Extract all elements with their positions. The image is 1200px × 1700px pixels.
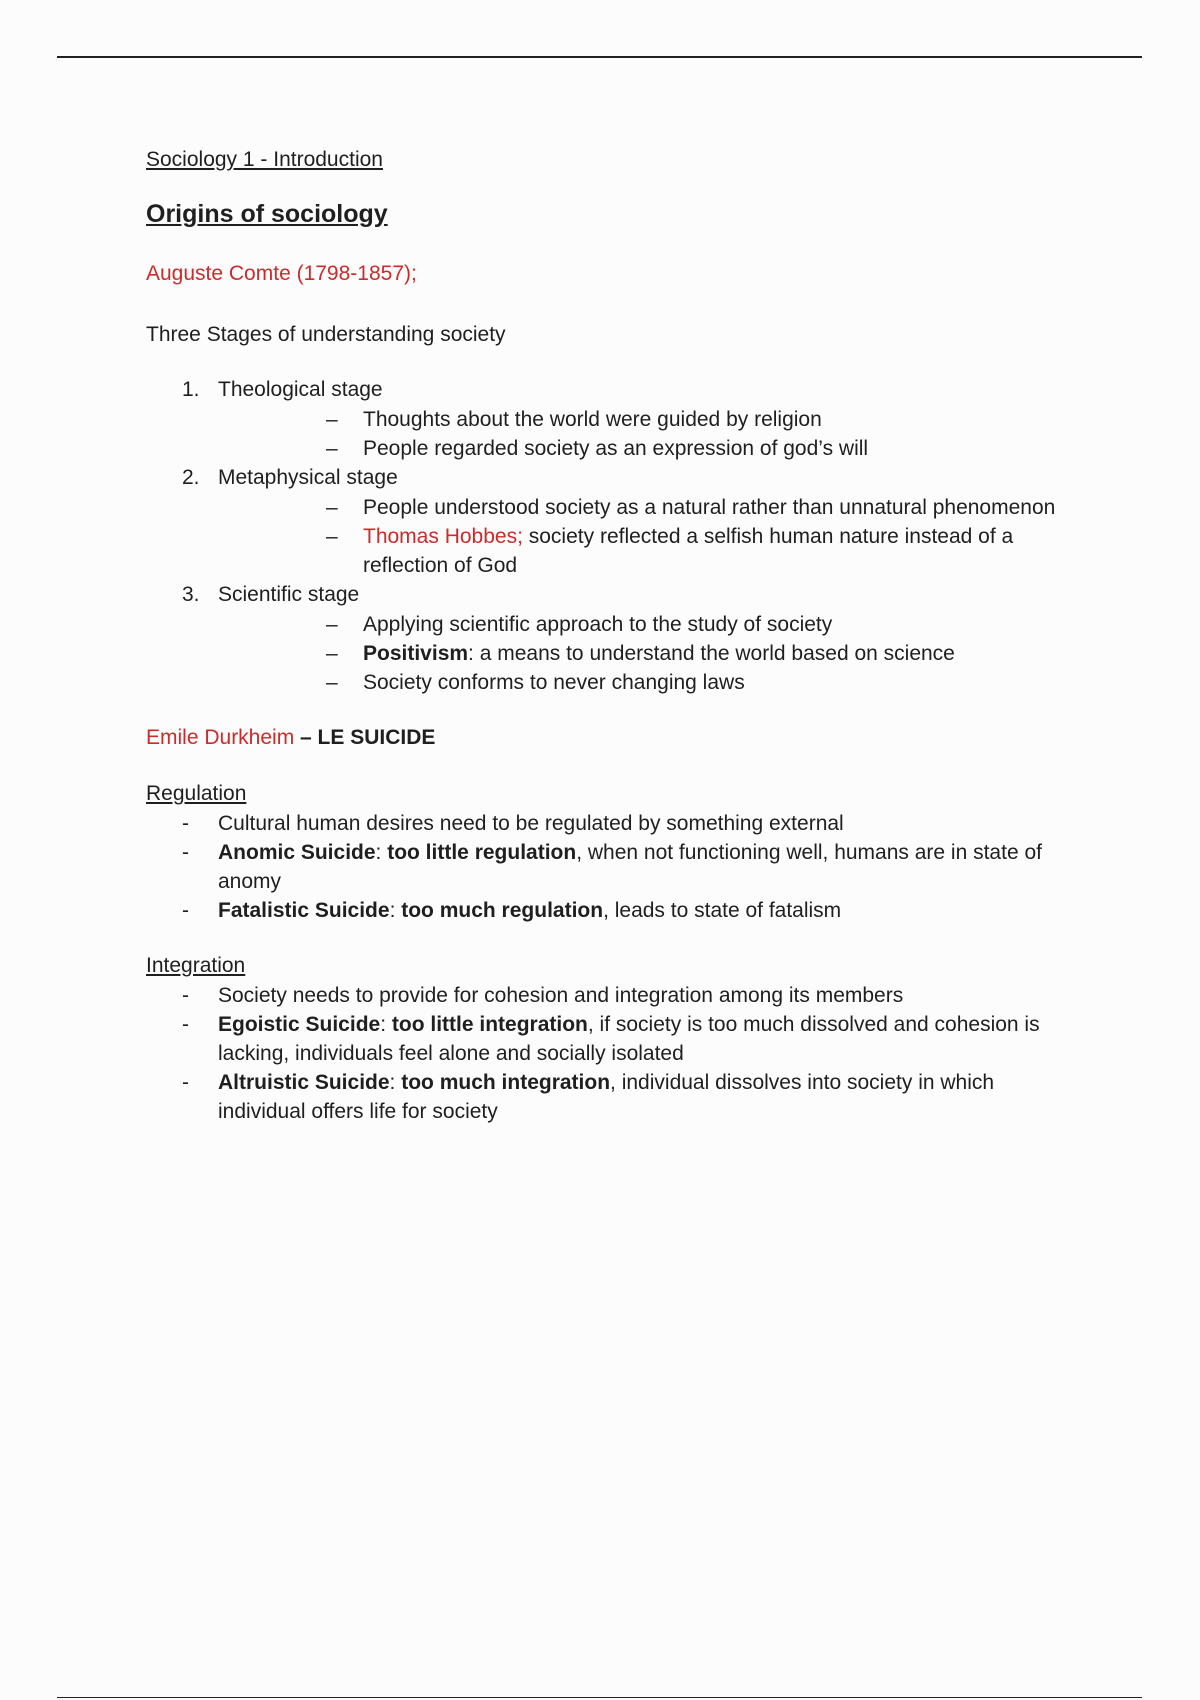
regulation-list [146, 809, 1066, 925]
hobbes-name: Thomas Hobbes; [363, 525, 523, 548]
stage-points [146, 493, 1066, 580]
list-item [146, 522, 1066, 580]
bullet: - [182, 841, 189, 864]
point-text: People understood society as a natural rather than unnatural phenomenon [363, 496, 1056, 519]
list-item [146, 639, 1066, 668]
stage-number: 3. [182, 583, 200, 606]
dash-bullet: – [326, 525, 338, 548]
dash-bullet: – [326, 671, 338, 694]
separator: : [389, 899, 402, 922]
bullet: - [182, 984, 189, 1007]
list-item [146, 405, 1066, 434]
list-item [146, 1010, 1066, 1068]
integration-list [146, 981, 1066, 1126]
bottom-divider [57, 1697, 1142, 1698]
item-text: Cultural human desires need to be regulated by something external [218, 812, 844, 835]
point-text: : a means to understand the world based on science [468, 642, 955, 665]
dash-bullet: – [326, 642, 338, 665]
stage-title: Scientific stage [218, 583, 360, 606]
bullet: - [182, 1013, 189, 1036]
suicide-type: Egoistic Suicide [218, 1013, 381, 1036]
document-header: Sociology 1 - Introduction [146, 148, 383, 171]
point-text: People regarded society as an expression of god’s will [363, 437, 869, 460]
document-content [146, 145, 1066, 1126]
bullet: - [182, 899, 189, 922]
list-item [146, 493, 1066, 522]
suicide-cause: too much regulation [401, 899, 604, 922]
durkheim-work: – LE SUICIDE [294, 726, 436, 749]
separator: : [380, 1013, 392, 1036]
list-item [146, 434, 1066, 463]
durkheim-name: Emile Durkheim [146, 726, 295, 749]
page-title: Origins of sociology [146, 200, 388, 228]
stage-title: Metaphysical stage [218, 466, 398, 489]
list-item [146, 809, 1066, 838]
list-item [146, 668, 1066, 697]
stage-item [146, 580, 1066, 697]
comte-heading: Auguste Comte (1798-1857); [146, 262, 417, 285]
stage-points [146, 610, 1066, 697]
list-item [146, 981, 1066, 1010]
positivism-term: Positivism [363, 642, 469, 665]
regulation-heading: Regulation [146, 782, 247, 805]
suicide-type: Fatalistic Suicide [218, 899, 390, 922]
top-divider [57, 56, 1142, 58]
item-text: , individual dissolves into society in which individual offers life for society [218, 1071, 995, 1123]
point-text: Applying scientific approach to the study of society [363, 613, 833, 636]
point-text: society reflected a selfish human nature instead of a reflection of God [363, 525, 1014, 577]
suicide-cause: too little regulation [387, 841, 577, 864]
stage-number: 1. [182, 378, 200, 401]
point-text: Society conforms to never changing laws [363, 671, 745, 694]
list-item [146, 610, 1066, 639]
suicide-type: Anomic Suicide [218, 841, 376, 864]
integration-heading: Integration [146, 954, 246, 977]
dash-bullet: – [326, 496, 338, 519]
separator: : [389, 1071, 402, 1094]
stage-item [146, 463, 1066, 580]
dash-bullet: – [326, 408, 338, 431]
dash-bullet: – [326, 437, 338, 460]
list-item [146, 1068, 1066, 1126]
durkheim-heading [146, 723, 1066, 753]
suicide-type: Altruistic Suicide [218, 1071, 390, 1094]
separator: : [375, 841, 388, 864]
bullet: - [182, 812, 189, 835]
item-text: Society needs to provide for cohesion and integration among its members [218, 984, 904, 1007]
dash-bullet: – [326, 613, 338, 636]
stage-number: 2. [182, 466, 200, 489]
bullet: - [182, 1071, 189, 1094]
stage-title: Theological stage [218, 378, 383, 401]
item-text: , leads to state of fatalism [603, 899, 842, 922]
point-text: Thoughts about the world were guided by religion [363, 408, 822, 431]
stage-points [146, 405, 1066, 463]
suicide-cause: too little integration [391, 1013, 588, 1036]
stages-list [146, 375, 1066, 697]
item-text: , when not functioning well, humans are in state of anomy [218, 841, 1042, 893]
stage-item [146, 375, 1066, 463]
item-text: , if society is too much dissolved and cohesion is lacking, individuals feel alone and socially isolated [218, 1013, 1040, 1065]
list-item [146, 838, 1066, 896]
list-item [146, 896, 1066, 925]
suicide-cause: too much integration [401, 1071, 611, 1094]
stages-intro: Three Stages of understanding society [146, 323, 506, 346]
